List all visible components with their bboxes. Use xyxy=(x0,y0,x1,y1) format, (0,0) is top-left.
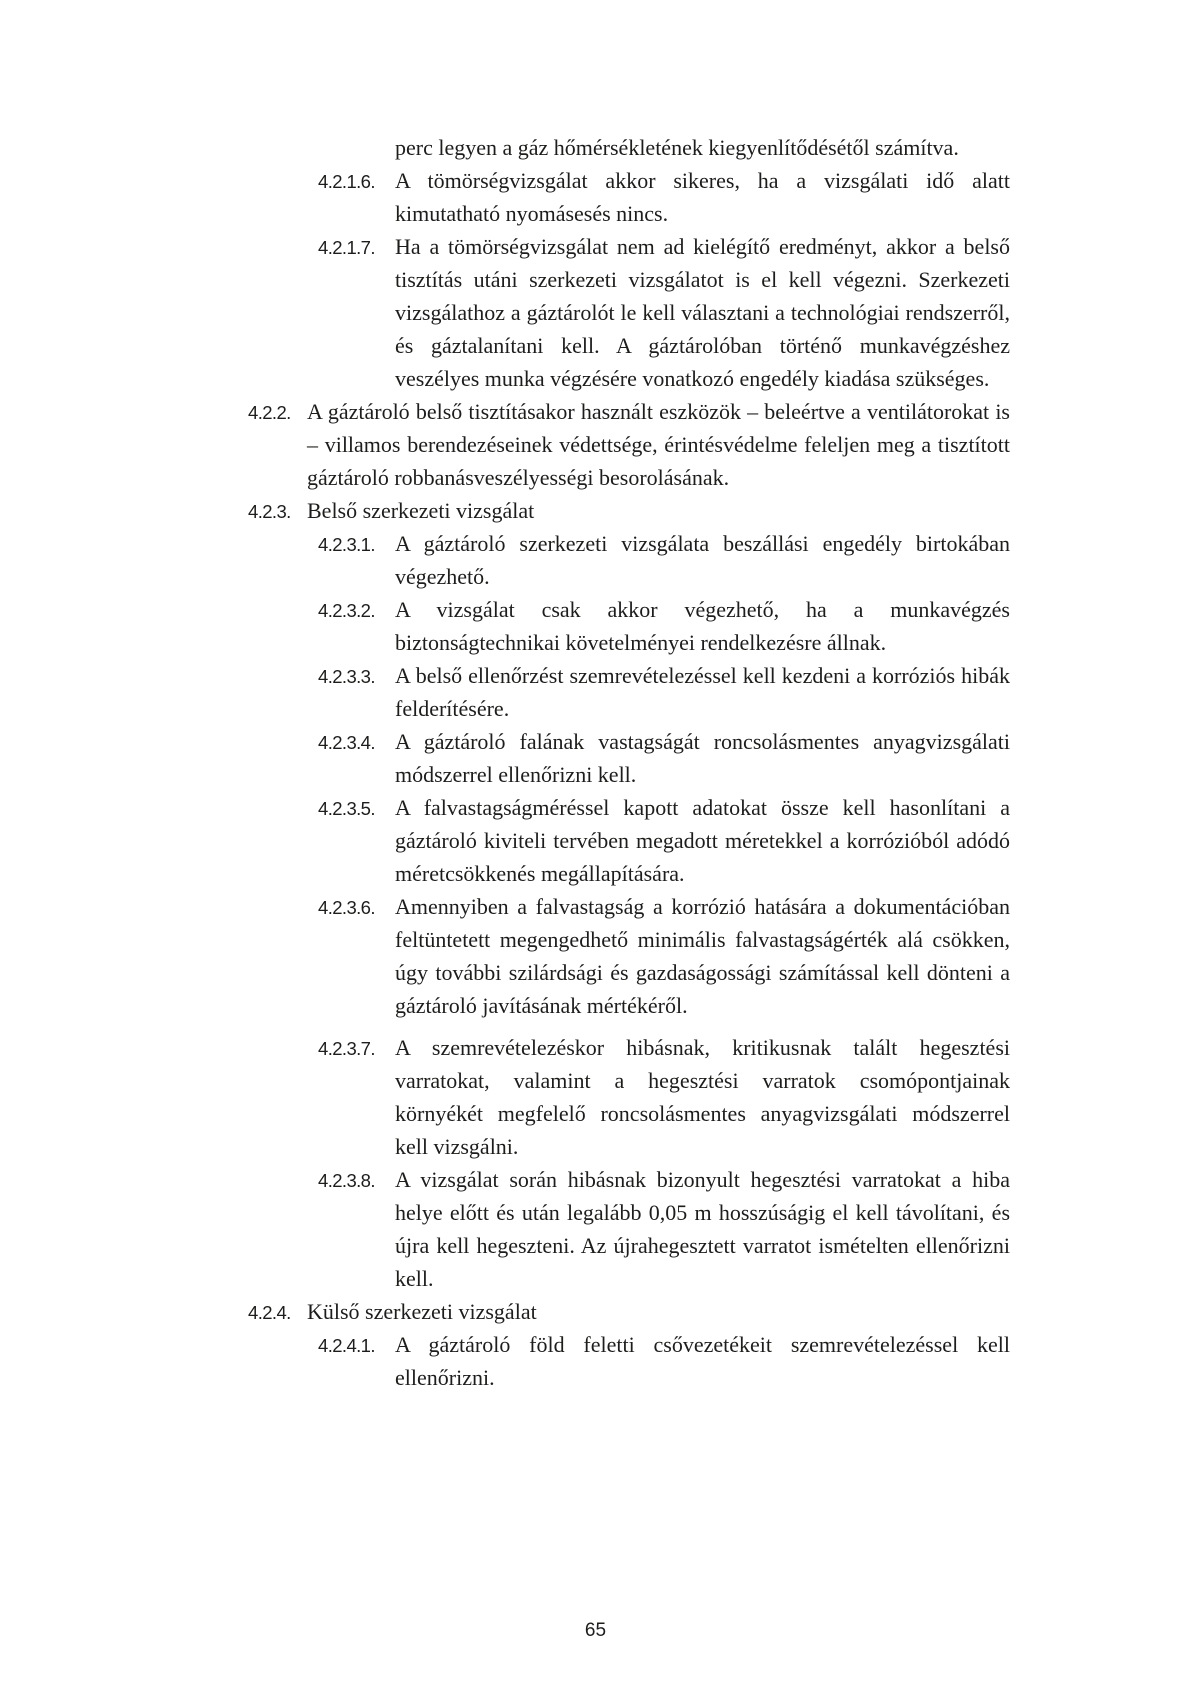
item-text: Belső szerkezeti vizsgálat xyxy=(307,498,535,523)
list-item xyxy=(240,1031,1010,1163)
list-item xyxy=(240,494,1010,527)
item-text: Amennyiben a falvastagság a korrózió hatására a dokumentációban feltüntetett megengedhető minimális falvastagságérték alá csökken, úgy további szilárdsági és gazdaságossági számítással kell dönteni a gáztároló javításának mértékéről. xyxy=(395,894,1010,1018)
list-item xyxy=(240,593,1010,659)
item-number: 4.2.3.5. xyxy=(318,798,375,819)
list-item xyxy=(240,1328,1010,1394)
item-text: A gáztároló föld feletti csővezetékeit szemrevételezéssel kell ellenőrizni. xyxy=(395,1332,1010,1390)
list-item xyxy=(240,791,1010,890)
item-text: A falvastagságméréssel kapott adatokat össze kell hasonlítani a gáztároló kiviteli tervében megadott méretekkel a korrózióból adódó méretcsökkenés megállapítására. xyxy=(395,795,1010,886)
list-item xyxy=(240,725,1010,791)
list-item xyxy=(240,164,1010,230)
section-list xyxy=(240,131,1010,1394)
item-number: 4.2.3. xyxy=(248,501,291,522)
page-number: 65 xyxy=(584,1620,607,1641)
item-text: Külső szerkezeti vizsgálat xyxy=(307,1299,537,1324)
item-text: A vizsgálat csak akkor végezhető, ha a munkavégzés biztonságtechnikai követelményei rendelkezésre állnak. xyxy=(395,597,1010,655)
item-number: 4.2.3.4. xyxy=(318,732,375,753)
item-number: 4.2.3.7. xyxy=(318,1038,375,1059)
item-text: A gáztároló belső tisztításakor használt eszközök – beleértve a ventilátorokat is – villamos berendezéseinek védettsége, érintésvédelme feleljen meg a tisztított gáztároló robbanásveszélyességi besorolásának. xyxy=(307,399,1010,490)
list-item xyxy=(240,230,1010,395)
list-item xyxy=(240,659,1010,725)
item-text: A tömörségvizsgálat akkor sikeres, ha a vizsgálati idő alatt kimutatható nyomásesés nincs. xyxy=(395,168,1010,226)
item-number: 4.2.4.1. xyxy=(318,1335,375,1356)
list-item xyxy=(240,1295,1010,1328)
item-text: perc legyen a gáz hőmérsékletének kiegyenlítődésétől számítva. xyxy=(395,135,959,160)
item-number: 4.2.1.6. xyxy=(318,171,375,192)
item-number: 4.2.3.8. xyxy=(318,1170,375,1191)
item-number: 4.2.3.6. xyxy=(318,897,375,918)
list-item xyxy=(240,527,1010,593)
item-text: A gáztároló falának vastagságát roncsolásmentes anyagvizsgálati módszerrel ellenőrizni kell. xyxy=(395,729,1010,787)
item-number: 4.2.3.1. xyxy=(318,534,375,555)
item-number: 4.2.4. xyxy=(248,1302,291,1323)
list-item xyxy=(240,1163,1010,1295)
item-text: A gáztároló szerkezeti vizsgálata beszállási engedély birtokában végezhető. xyxy=(395,531,1010,589)
item-text: Ha a tömörségvizsgálat nem ad kielégítő eredményt, akkor a belső tisztítás utáni szerkezeti vizsgálatot is el kell végezni. Szerkezeti vizsgálathoz a gáztárolót le kell választani a technológiai rendszerről, és gáztalanítani kell. A gáztárolóban történő munkavégzéshez veszélyes munka végzésére vonatkozó engedély kiadása szükséges. xyxy=(395,234,1010,391)
item-text: A vizsgálat során hibásnak bizonyult hegesztési varratokat a hiba helye előtt és után legalább 0,05 m hosszúságig el kell távolítani, és újra kell hegeszteni. Az újrahegesztett varratot ismételten ellenőrizni kell. xyxy=(395,1167,1010,1291)
list-item xyxy=(240,131,1010,164)
item-number: 4.2.3.3. xyxy=(318,666,375,687)
item-number: 4.2.1.7. xyxy=(318,237,375,258)
item-number: 4.2.3.2. xyxy=(318,600,375,621)
list-item xyxy=(240,890,1010,1022)
item-text: A belső ellenőrzést szemrevételezéssel kell kezdeni a korróziós hibák felderítésére. xyxy=(395,663,1010,721)
list-item xyxy=(240,395,1010,494)
item-number: 4.2.2. xyxy=(248,402,291,423)
item-text: A szemrevételezéskor hibásnak, kritikusnak talált hegesztési varratokat, valamint a hegesztési varratok csomópontjainak környékét megfelelő roncsolásmentes anyagvizsgálati módszerrel kell vizsgálni. xyxy=(395,1035,1010,1159)
